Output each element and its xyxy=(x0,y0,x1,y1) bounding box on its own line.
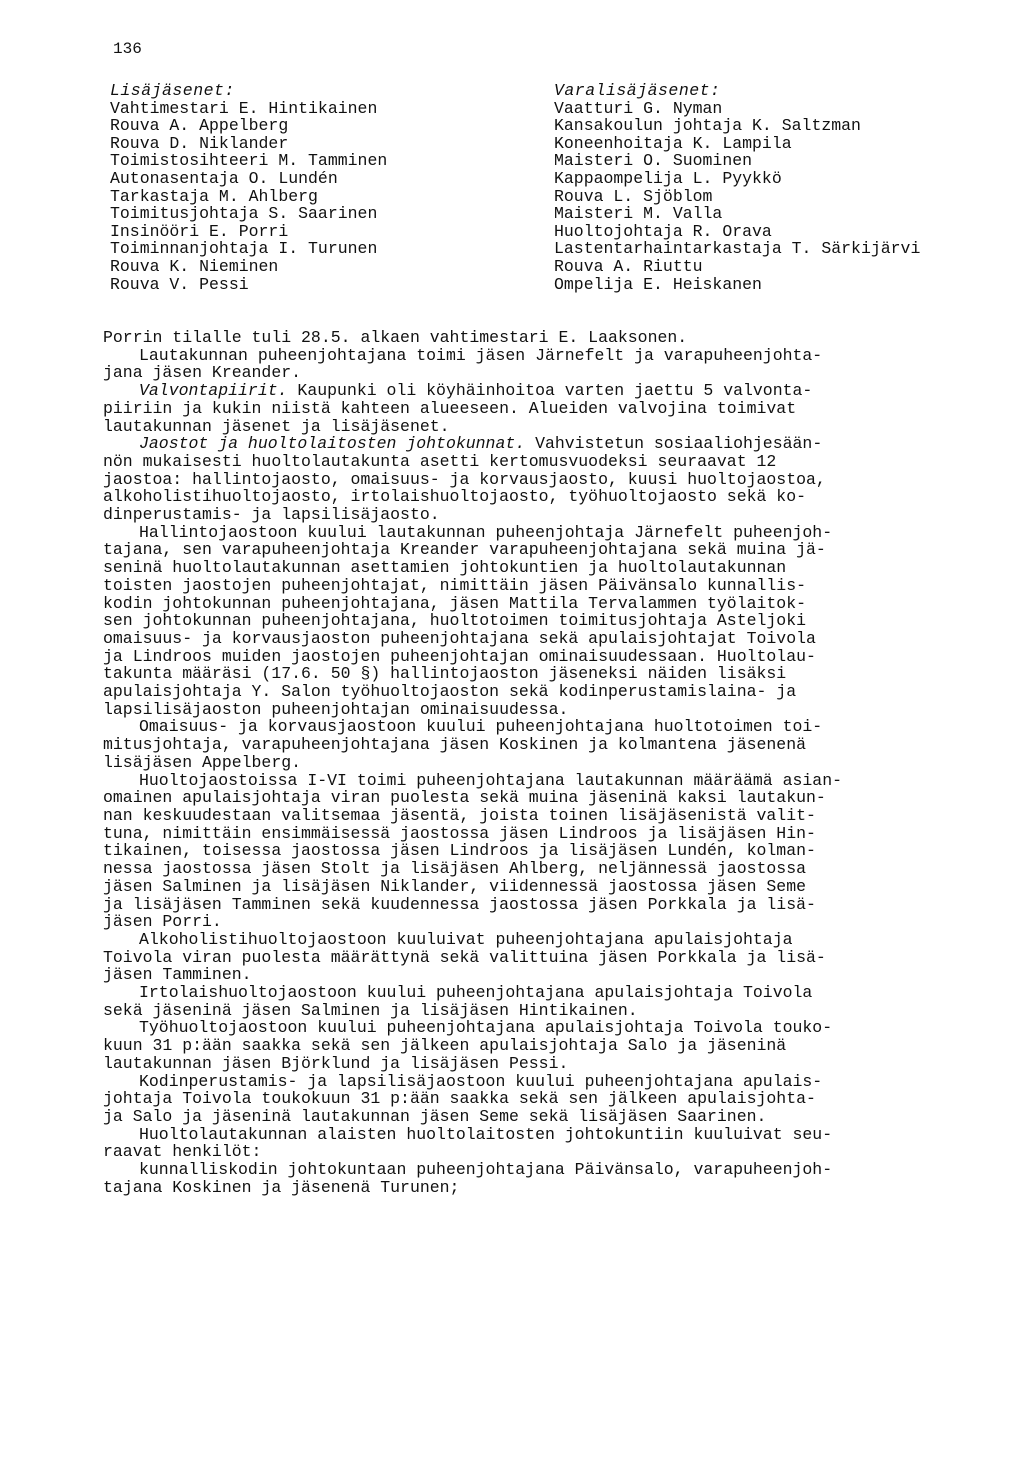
member-item: Toimistosihteeri M. Tamminen xyxy=(110,151,388,171)
text-line: Omaisuus- ja korvausjaostoon kuului puheenjohtajana huoltotoimen toi- xyxy=(139,717,823,737)
text-line: kuun 31 p:ään saakka sekä sen jälkeen apulaisjohtaja Salo ja jäseninä xyxy=(103,1036,787,1056)
text-line: tuna, nimittäin ensimmäisessä jaostossa jäsen Lindroos ja lisäjäsen Hin- xyxy=(103,823,816,843)
member-item: Rouva V. Pessi xyxy=(110,274,249,294)
member-item: Kappaompelija L. Pyykkö xyxy=(554,168,782,188)
text-line: Työhuoltojaostoon kuului puheenjohtajana apulaisjohtaja Toivola touko- xyxy=(139,1018,833,1038)
text-run: Kaupunki oli köyhäinhoitoa varten jaettu 5 valvonta- xyxy=(287,381,813,401)
text-line: Lautakunnan puheenjohtajana toimi jäsen Järnefelt ja varapuheenjohta- xyxy=(139,345,823,365)
text-line: johtaja Toivola toukokuun 31 p:ään saakka sekä sen jälkeen apulaisjohta- xyxy=(103,1089,816,1109)
text-line: tajana, sen varapuheenjohtaja Kreander varapuheenjohtajana sekä muina jä- xyxy=(103,540,826,560)
deputy-members-heading: Varalisäjäsenet: xyxy=(554,81,721,100)
text-line: Kodinperustamis- ja lapsilisäjaostoon kuului puheenjohtajana apulais- xyxy=(139,1071,823,1091)
text-line: apulaisjohtaja Y. Salon työhuoltojaoston sekä kodinperustamislaina- ja xyxy=(103,682,797,702)
text-line: ja Lindroos muiden jaostojen puheenjohtajan ominaisuudessaan. Huoltolau- xyxy=(103,646,816,666)
text-line: Toivola viran puolesta määrättynä sekä valittuina jäsen Porkkala ja lisä- xyxy=(103,947,826,967)
text-line: Alkoholistihuoltojaostoon kuuluivat puheenjohtajana apulaisjohtaja xyxy=(139,929,793,949)
member-item: Lastentarhaintarkastaja T. Särkijärvi xyxy=(554,239,921,259)
text-line: tajana Koskinen ja jäsenenä Turunen; xyxy=(103,1177,460,1197)
text-line: Irtolaishuoltojaostoon kuului puheenjohtajana apulaisjohtaja Toivola xyxy=(139,983,813,1003)
member-item: Insinööri E. Porri xyxy=(110,221,289,241)
text-line: ja lisäjäsen Tamminen sekä kuudennessa jaostossa jäsen Porkkala ja lisä- xyxy=(103,894,816,914)
page-number: 136 xyxy=(113,40,142,58)
text-line: Porrin tilalle tuli 28.5. alkaen vahtimestari E. Laaksonen. xyxy=(103,328,688,347)
paragraph-first-line xyxy=(103,382,983,400)
text-line: lisäjäsen Appelberg. xyxy=(103,752,302,772)
text-line: ja Salo ja jäseninä lautakunnan jäsen Seme sekä lisäjäsen Saarinen. xyxy=(103,1106,767,1126)
text-line: nan keskuudestaan valitsemaa jäsentä, joista toinen lisäjäsenistä valit- xyxy=(103,805,816,825)
text-line: lautakunnan jäsen Björklund ja lisäjäsen Pessi. xyxy=(103,1053,569,1073)
text-line: Hallintojaostoon kuului lautakunnan puheenjohtaja Järnefelt puheenjoh- xyxy=(139,522,833,542)
text-run: Vahvistetun sosiaaliohjesään- xyxy=(525,434,823,454)
text-line: toisten jaostojen puheenjohtajat, nimittäin jäsen Päivänsalo kunnallis- xyxy=(103,575,807,595)
text-line: alkoholistihuoltojaosto, irtolaishuoltojaosto, työhuoltojaosto sekä ko- xyxy=(103,487,807,507)
member-item: Toimitusjohtaja S. Saarinen xyxy=(110,204,378,224)
text-line: tikainen, toisessa jaostossa jäsen Lindroos ja lisäjäsen Lundén, kolman- xyxy=(103,841,816,861)
text-line: nön mukaisesti huoltolautakunta asetti kertomusvuodeksi seuraavat 12 xyxy=(103,451,777,471)
text-line: sen johtokunnan puheenjohtajana, huoltotoimen toimitusjohtaja Asteljoki xyxy=(103,611,807,631)
text-line: omaisuus- ja korvausjaoston puheenjohtajana sekä apulaisjohtajat Toivola xyxy=(103,628,816,648)
text-line: jaostoa: hallintojaosto, omaisuus- ja korvausjaosto, kuusi huoltojaostoa, xyxy=(103,469,826,489)
deputy-members-list xyxy=(554,82,920,293)
text-line: jana jäsen Kreander. xyxy=(103,363,302,383)
additional-members-list xyxy=(110,82,387,293)
text-line: jäsen Porri. xyxy=(103,912,222,932)
text-line: kodin johtokunnan puheenjohtajana, jäsen Mattila Tervalammen työlaitok- xyxy=(103,593,807,613)
text-line: raavat henkilöt: xyxy=(103,1142,262,1162)
text-line: omainen apulaisjohtaja viran puolesta sekä muina jäseninä kaksi lautakun- xyxy=(103,788,826,808)
text-line: seninä huoltolautakunnan asettamien johtokuntien ja huoltolautakunnan xyxy=(103,558,787,578)
text-line: dinperustamis- ja lapsilisäjaosto. xyxy=(103,505,440,525)
member-item: Rouva D. Niklander xyxy=(110,133,289,153)
text-line: jäsen Salminen ja lisäjäsen Niklander, viidennessä jaostossa jäsen Seme xyxy=(103,876,807,896)
member-item: Koneenhoitaja K. Lampila xyxy=(554,133,792,153)
text-line: Huoltojaostoissa I-VI toimi puheenjohtajana lautakunnan määräämä asian- xyxy=(139,770,843,790)
text-line: nessa jaostossa jäsen Stolt ja lisäjäsen Ahlberg, neljännessä jaostossa xyxy=(103,859,807,879)
member-item: Maisteri O. Suominen xyxy=(554,151,753,171)
member-item: Kansakoulun johtaja K. Saltzman xyxy=(554,116,861,136)
member-item: Ompelija E. Heiskanen xyxy=(554,274,762,294)
paragraph-first-line xyxy=(103,435,983,453)
additional-members-heading: Lisäjäsenet: xyxy=(110,81,235,100)
body-text xyxy=(103,329,983,1196)
member-item: Maisteri M. Valla xyxy=(554,204,723,224)
member-item: Autonasentaja O. Lundén xyxy=(110,168,338,188)
text-line: sekä jäseninä jäsen Salminen ja lisäjäsen Hintikainen. xyxy=(103,1000,638,1020)
member-item: Vaatturi G. Nyman xyxy=(554,98,723,118)
member-item: Toiminnanjohtaja I. Turunen xyxy=(110,239,378,259)
text-line: takunta määräsi (17.6. 50 §) hallintojaoston jäseneksi näiden lisäksi xyxy=(103,664,787,684)
member-item: Rouva A. Appelberg xyxy=(110,116,289,136)
text-line: jäsen Tamminen. xyxy=(103,965,252,985)
section-title: Valvontapiirit. xyxy=(139,381,288,401)
member-item: Vahtimestari E. Hintikainen xyxy=(110,98,378,118)
member-item: Rouva K. Nieminen xyxy=(110,256,279,276)
text-line: lapsilisäjaoston puheenjohtajan ominaisuudessa. xyxy=(103,699,569,719)
member-item: Rouva A. Riuttu xyxy=(554,256,703,276)
text-line: kunnalliskodin johtokuntaan puheenjohtajana Päivänsalo, varapuheenjoh- xyxy=(139,1160,833,1180)
text-line: piiriin ja kukin niistä kahteen alueeseen. Alueiden valvojina toimivat xyxy=(103,398,797,418)
member-item: Tarkastaja M. Ahlberg xyxy=(110,186,318,206)
section-title: Jaostot ja huoltolaitosten johtokunnat. xyxy=(139,434,526,454)
text-line: mitusjohtaja, varapuheenjohtajana jäsen Koskinen ja kolmantena jäsenenä xyxy=(103,735,807,755)
member-item: Huoltojohtaja R. Orava xyxy=(554,221,772,241)
text-line: lautakunnan jäsenet ja lisäjäsenet. xyxy=(103,416,450,436)
text-line: Huoltolautakunnan alaisten huoltolaitosten johtokuntiin kuuluivat seu- xyxy=(139,1124,833,1144)
member-item: Rouva L. Sjöblom xyxy=(554,186,713,206)
